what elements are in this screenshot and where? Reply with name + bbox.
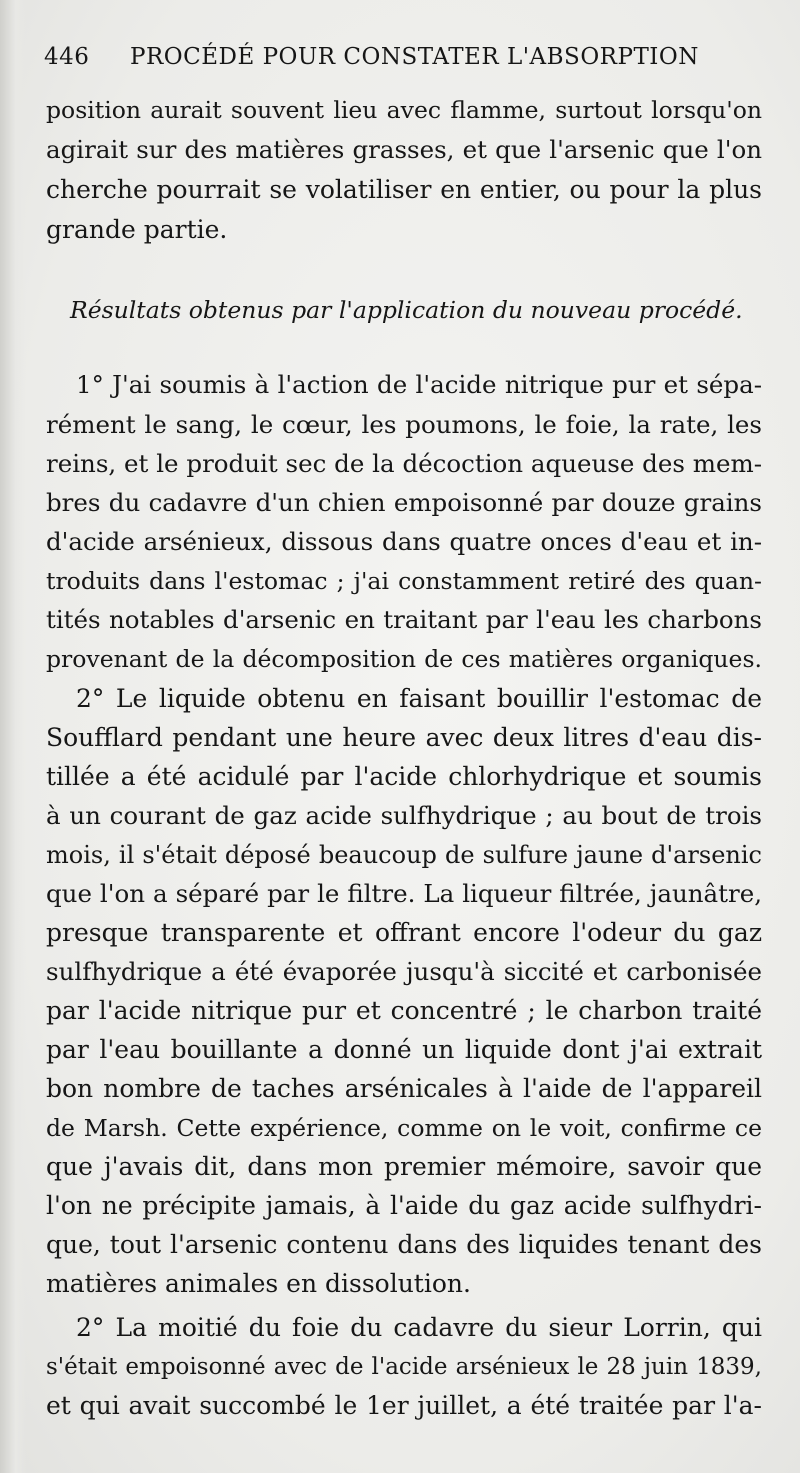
gutter-shadow <box>0 0 26 1473</box>
text-line: l'on ne précipite jamais, à l'aide du gaz acide sulfhydri- <box>46 1191 762 1220</box>
text-line: presque transparente et offrant encore l'odeur du gaz <box>46 918 762 947</box>
text-line: agirait sur des matières grasses, et que l'arsenic que l'on <box>46 135 762 164</box>
text-line: 2° La moitié du foie du cadavre du sieur Lorrin, qui <box>76 1313 762 1342</box>
text-line: matières animales en dissolution. <box>46 1269 471 1298</box>
text-line: sulfhydrique a été évaporée jusqu'à siccité et carbonisée <box>46 957 762 986</box>
section-heading: Résultats obtenus par l'application du nouveau procédé. <box>70 296 743 324</box>
text-line: que, tout l'arsenic contenu dans des liquides tenant des <box>46 1230 762 1259</box>
text-line: 2° Le liquide obtenu en faisant bouillir l'estomac de <box>76 684 762 713</box>
text-line: troduits dans l'estomac ; j'ai constamment retiré des quan- <box>46 567 762 595</box>
text-line: position aurait souvent lieu avec flamme, surtout lorsqu'on <box>46 96 762 124</box>
text-line: 1° J'ai soumis à l'action de l'acide nitrique pur et sépa- <box>76 370 762 399</box>
text-line: bon nombre de taches arsénicales à l'aide de l'appareil <box>46 1074 762 1103</box>
text-line: tités notables d'arsenic en traitant par l'eau les charbons <box>46 605 762 634</box>
text-line: par l'eau bouillante a donné un liquide dont j'ai extrait <box>46 1035 762 1064</box>
page-header <box>44 44 764 80</box>
text-line: reins, et le produit sec de la décoction aqueuse des mem- <box>46 449 762 478</box>
page-number: 446 <box>44 44 90 70</box>
text-line: cherche pourrait se volatiliser en entier, ou pour la plus <box>46 175 762 204</box>
text-line: bres du cadavre d'un chien empoisonné par douze grains <box>46 488 762 517</box>
text-line: provenant de la décomposition de ces matières organiques. <box>46 645 762 673</box>
running-title: PROCÉDÉ POUR CONSTATER L'ABSORPTION <box>130 44 699 70</box>
text-line: et qui avait succombé le 1er juillet, a été traitée par l'a- <box>46 1391 762 1420</box>
text-line: d'acide arsénieux, dissous dans quatre onces d'eau et in- <box>46 527 762 556</box>
text-line: s'était empoisonné avec de l'acide arsénieux le 28 juin 1839, <box>46 1354 762 1380</box>
text-line: rément le sang, le cœur, les poumons, le foie, la rate, les <box>46 410 762 439</box>
text-line: de Marsh. Cette expérience, comme on le voit, confirme ce <box>46 1114 762 1142</box>
text-line: tillée a été acidulé par l'acide chlorhydrique et soumis <box>46 762 762 791</box>
text-line: grande partie. <box>46 215 228 244</box>
text-line: Soufflard pendant une heure avec deux litres d'eau dis- <box>46 723 762 752</box>
text-line: par l'acide nitrique pur et concentré ; le charbon traité <box>46 996 762 1025</box>
text-line: à un courant de gaz acide sulfhydrique ; au bout de trois <box>46 801 762 830</box>
text-line: que l'on a séparé par le filtre. La liqueur filtrée, jaunâtre, <box>46 879 762 908</box>
text-line: mois, il s'était déposé beaucoup de sulfure jaune d'arsenic <box>46 841 762 869</box>
text-line: que j'avais dit, dans mon premier mémoire, savoir que <box>46 1152 762 1181</box>
